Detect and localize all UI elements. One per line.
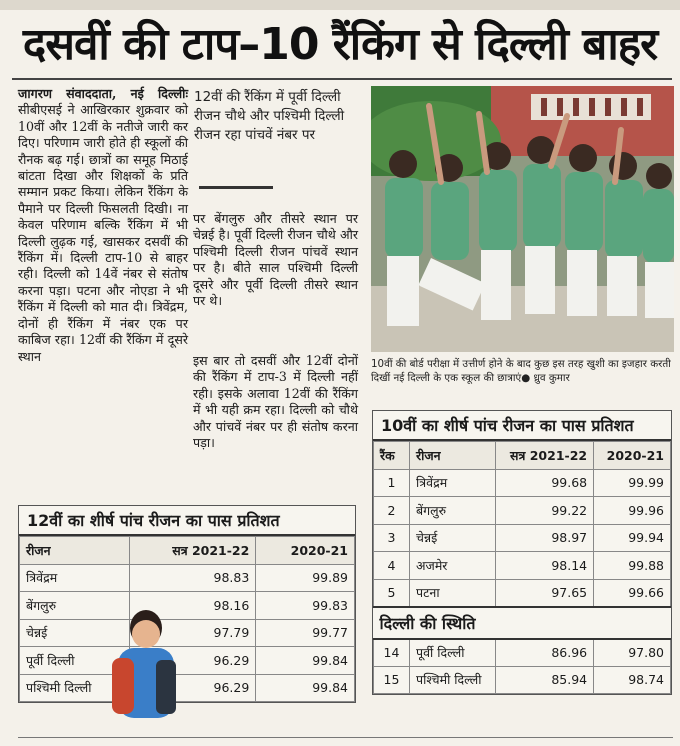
table-cell: 15	[374, 666, 410, 694]
table-cell: 14	[374, 639, 410, 667]
pull-quote-rule	[199, 186, 273, 189]
table-cell: 4	[374, 552, 410, 580]
article-text-2: पर बेंगलुरु और तीसरे स्थान पर चेन्नई है। पूर्वी दिल्ली रीजन चौथे और पश्चिमी दिल्ली रीजन पांचवें स्थान पर है। बीते साल पश्चिमी दिल्ली दूसरे और पूर्वी दिल्ली तीसरे स्थान पर थे।	[193, 211, 358, 309]
table-class10-grid	[373, 441, 671, 694]
table-class12	[18, 505, 356, 703]
table-cell: 99.84	[256, 674, 355, 702]
table-cell: 99.88	[594, 552, 671, 580]
table-class10	[372, 410, 672, 695]
headline: दसवीं की टाप–10 रैंकिंग से दिल्ली बाहर	[22, 19, 658, 70]
table-row	[374, 579, 671, 607]
table-cell: 98.83	[130, 564, 256, 592]
table-cell: पूर्वी दिल्ली	[410, 639, 496, 667]
table-cell: बेंगलुरु	[20, 592, 130, 620]
table-cell: 98.16	[130, 592, 256, 620]
table-cell: 99.66	[594, 579, 671, 607]
table-cell: 99.89	[256, 564, 355, 592]
table-cell: 86.96	[495, 639, 593, 667]
headline-rule	[12, 78, 672, 80]
article-text-3: इस बार तो दसवीं और 12वीं दोनों की रैंकिंग में टाप-3 में दिल्ली नहीं रही। इसके अलावा 12वीं की रैंकिंग में भी यही क्रम रहा। दिल्ली को चौथे और पांचवें नंबर पर ही संतोष करना पड़ा।	[193, 353, 358, 451]
table-cell: बेंगलुरु	[410, 497, 496, 525]
table-row	[374, 524, 671, 552]
column-header: सत्र 2021-22	[130, 537, 256, 565]
table-cell: पश्चिमी दिल्ली	[410, 666, 496, 694]
photo-caption: 10वीं की बोर्ड परीक्षा में उत्तीर्ण होने के बाद कुछ इस तरह खुशी का इजहार करती दिखीं नई दिल्ली के एक स्कूल की छात्राएं● ध्रुव कुमार	[371, 358, 671, 384]
table-cell: त्रिवेंद्रम	[20, 564, 130, 592]
table-row	[20, 619, 355, 647]
table-cell: 99.77	[256, 619, 355, 647]
table-row	[20, 564, 355, 592]
table-cell: 99.83	[256, 592, 355, 620]
table-row	[374, 497, 671, 525]
table-cell: 99.99	[594, 469, 671, 497]
delhi-status-heading-row	[374, 607, 671, 639]
table-header-row	[374, 442, 671, 470]
table-cell: 98.74	[594, 666, 671, 694]
delhi-status-heading: दिल्ली की स्थिति	[374, 607, 671, 639]
column-header: रीजन	[20, 537, 130, 565]
table-row	[20, 592, 355, 620]
table-row	[374, 469, 671, 497]
column-header: 2020-21	[594, 442, 671, 470]
table-cell: 96.29	[130, 674, 256, 702]
table-cell: चेन्नई	[20, 619, 130, 647]
table-cell: पटना	[410, 579, 496, 607]
byline: जागरण संवाददाता, नई दिल्लीः	[18, 86, 188, 101]
table-cell: 99.68	[495, 469, 593, 497]
table-class12-grid	[19, 536, 355, 702]
table-row	[374, 639, 671, 667]
table-cell: 98.97	[495, 524, 593, 552]
table-cell: 99.22	[495, 497, 593, 525]
table-cell: 97.79	[130, 619, 256, 647]
table-row	[374, 666, 671, 694]
table-cell: 97.80	[594, 639, 671, 667]
table-cell: 5	[374, 579, 410, 607]
table-cell: त्रिवेंद्रम	[410, 469, 496, 497]
table-class10-title: 10वीं का शीर्ष पांच रीजन का पास प्रतिशत	[373, 411, 671, 441]
table-row	[20, 647, 355, 675]
table-header-row	[20, 537, 355, 565]
column-header: रीजन	[410, 442, 496, 470]
bottom-rule	[18, 737, 673, 738]
table-cell: 3	[374, 524, 410, 552]
pull-quote: 12वीं की रैंकिंग में पूर्वी दिल्ली रीजन चौथे और पश्चिमी दिल्ली रीजन रहा पांचवें नंबर पर	[194, 89, 345, 143]
table-cell: अजमेर	[410, 552, 496, 580]
table-cell: 99.94	[594, 524, 671, 552]
table-cell: चेन्नई	[410, 524, 496, 552]
table-cell: 99.96	[594, 497, 671, 525]
table-row	[374, 552, 671, 580]
table-cell: 98.14	[495, 552, 593, 580]
article-text-1: सीबीएसई ने आखिरकार शुक्रवार को 10वीं और 12वीं के नतीजे जारी कर दिए। परिणाम जारी होते ही स्कूलों की रौनक बढ़ गई। छात्रों का समूह मिठाई बांटता दिखा और शिक्षकों के प्रति सम्मान प्रकट किया। लेकिन रैंकिंग के पैमाने पर दिल्ली फिसलती दिखी। ना केवल परिणाम बल्कि रैंकिंग में भी दिल्ली लुढ़क गई, खासकर दसवीं की रैंकिंग में। दिल्ली टाप-10 से बाहर रही। दिल्ली को 14वें नंबर से संतोष करना पड़ा। पटना और नोएडा ने भी रैंकिंग में दिल्ली को मात दी। त्रिवेंद्रम, दोनों ही रैंकिंग में नंबर एक पर काबिज रहा। 12वीं की रैंकिंग में दूसरे स्थान	[18, 102, 188, 364]
table-cell: 2	[374, 497, 410, 525]
top-strip	[0, 0, 680, 10]
table-cell: पूर्वी दिल्ली	[20, 647, 130, 675]
column-header: 2020-21	[256, 537, 355, 565]
student-illustration	[104, 604, 184, 724]
table-cell: 85.94	[495, 666, 593, 694]
column-header: रैंक	[374, 442, 410, 470]
students-celebration-photo	[371, 86, 674, 352]
column-header: सत्र 2021-22	[495, 442, 593, 470]
article-column-1	[18, 86, 188, 365]
table-cell: 99.84	[256, 647, 355, 675]
table-class12-title: 12वीं का शीर्ष पांच रीजन का पास प्रतिशत	[19, 506, 355, 536]
table-cell: पश्चिमी दिल्ली	[20, 674, 130, 702]
table-row	[20, 674, 355, 702]
table-cell: 96.29	[130, 647, 256, 675]
table-cell: 1	[374, 469, 410, 497]
table-cell: 97.65	[495, 579, 593, 607]
